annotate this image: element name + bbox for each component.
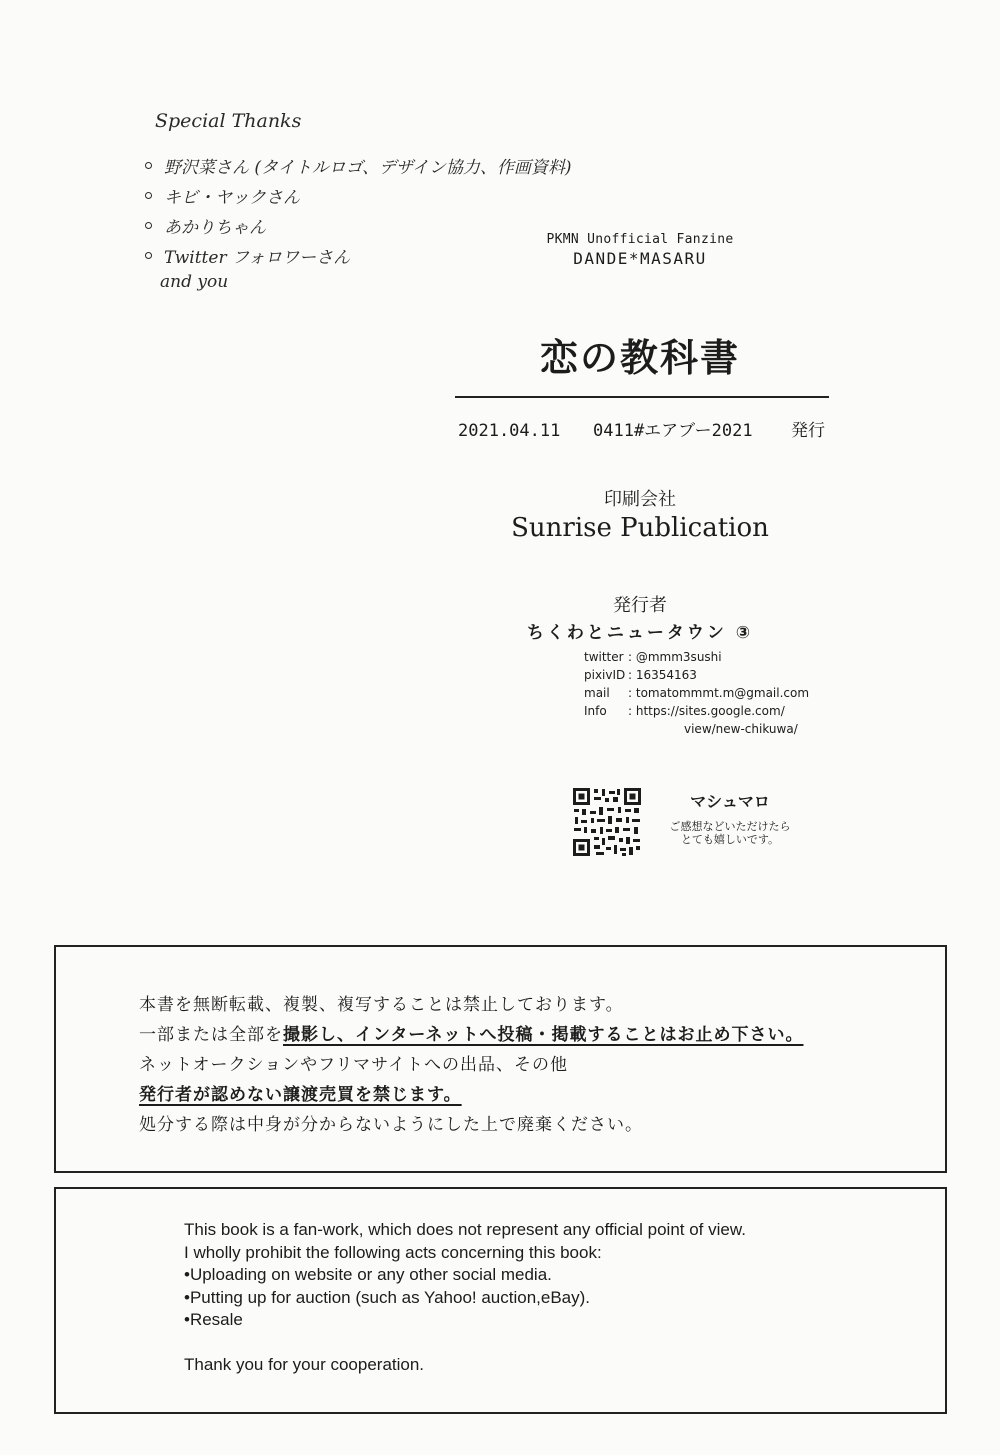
notice-line: I wholly prohibit the following acts concerning this book: (184, 1242, 602, 1262)
notice-line: 発行者が認めない譲渡売買を禁じます。 (139, 1085, 462, 1105)
notice-japanese (139, 990, 803, 1140)
series-name: DANDE*MASARU (573, 249, 707, 268)
thanks-item: キビ・ヤックさん (145, 180, 571, 210)
publication-info (458, 416, 825, 441)
printer-name: Sunrise Publication (511, 513, 769, 543)
contact-info (584, 648, 809, 738)
circle-name: ちくわとニュータウン ③ (526, 623, 754, 643)
issued-label: 発行 (791, 421, 825, 441)
notice-line: •Putting up for auction (such as Yahoo! auction,eBay). (184, 1287, 591, 1307)
contact-info-url-cont: view/new-chikuwa/ (684, 722, 798, 736)
thanks-item: あかりちゃん (145, 210, 571, 240)
notice-line: 本書を無断転載、複製、複写することは禁止しております。 (139, 995, 624, 1015)
publisher-label: 発行者 (613, 595, 667, 616)
bullet-icon (145, 222, 152, 229)
notice-line: 一部または全部を撮影し、インターネットへ投稿・掲載することはお止め下さい。 (139, 1025, 804, 1045)
contact-pixiv: pixivID : 16354163 (584, 668, 697, 682)
qr-code-icon (572, 787, 642, 857)
notice-line: This book is a fan-work, which does not represent any official point of view. (184, 1220, 746, 1239)
special-thanks-heading: Special Thanks (155, 110, 302, 132)
contact-twitter: twitter : @mmm3sushi (584, 650, 722, 664)
bullet-icon (145, 162, 152, 169)
book-title: 恋の教科書 (539, 335, 740, 380)
spacer (184, 1332, 746, 1354)
contact-mail: mail : tomatommmt.m@gmail.com (584, 686, 810, 700)
fanzine-label: PKMN Unofficial Fanzine (546, 232, 734, 247)
event-name: 0411#エアブー2021 (593, 421, 753, 441)
thanks-closing: and you (160, 272, 229, 292)
notice-line: Thank you for your cooperation. (184, 1354, 425, 1374)
printer-label: 印刷会社 (604, 489, 676, 510)
notice-english (184, 1219, 746, 1376)
publication-date: 2021.04.11 (458, 421, 561, 441)
marshmallow-title: マシュマロ (690, 792, 770, 811)
marshmallow-caption: ご感想などいただけたら とても嬉しいです。 (669, 820, 791, 846)
bullet-icon (145, 252, 152, 259)
notice-line: •Uploading on website or any other social media. (184, 1265, 552, 1284)
contact-info-url: Info : https://sites.google.com/ (584, 704, 785, 718)
bullet-icon (145, 192, 152, 199)
thanks-item: Twitter フォロワーさん (145, 240, 571, 270)
notice-line: ネットオークションやフリマサイトへの出品、その他 (139, 1055, 568, 1075)
title-divider (455, 396, 829, 398)
notice-line: 処分する際は中身が分からないようにした上で廃棄ください。 (139, 1115, 643, 1135)
thanks-item: 野沢菜さん (タイトルロゴ、デザイン協力、作画資料) (145, 150, 571, 180)
notice-line: •Resale (184, 1310, 243, 1329)
